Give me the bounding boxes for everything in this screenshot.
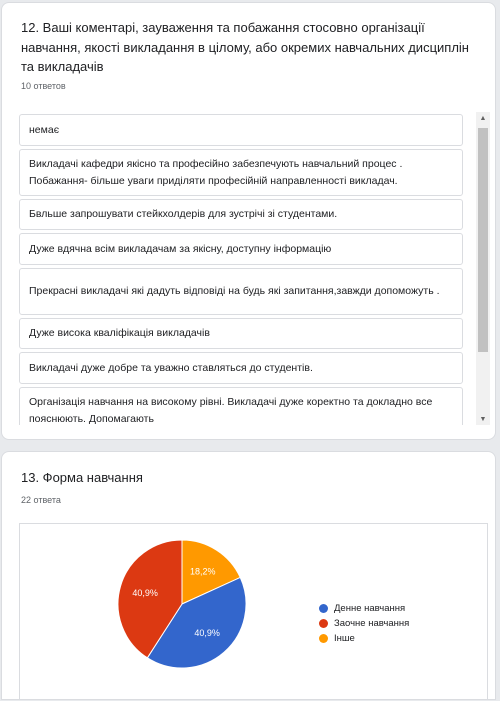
scroll-up-arrow-icon[interactable]: ▲ bbox=[479, 114, 487, 122]
legend-item bbox=[319, 616, 409, 631]
response-item bbox=[19, 387, 463, 425]
response-text: Організація навчання на високому рівні. Викладачі дуже коректно та докладно все пояснюють. Допомагають bbox=[29, 396, 433, 425]
response-text: Бвльше запрошувати стейкхолдерів для зустрічі зі студентами. bbox=[29, 208, 338, 220]
response-item bbox=[19, 114, 463, 146]
response-count: 22 ответа bbox=[21, 495, 61, 505]
pie-chart bbox=[20, 524, 487, 701]
legend-dot-icon bbox=[319, 604, 328, 613]
question-title: 13. Форма навчання bbox=[21, 470, 143, 485]
pie-chart-container bbox=[19, 523, 488, 700]
pie-slice-label: 40,9% bbox=[194, 628, 220, 639]
response-item bbox=[19, 352, 463, 384]
chart-legend bbox=[319, 601, 409, 646]
scroll-down-arrow-icon[interactable]: ▼ bbox=[479, 415, 487, 423]
response-text: Прекрасні викладачі які дадуть відповіді на будь які запитання,завжди допоможуть . bbox=[29, 285, 440, 297]
response-item bbox=[19, 268, 463, 315]
response-item bbox=[19, 199, 463, 230]
legend-item bbox=[319, 601, 409, 616]
response-count: 10 ответов bbox=[21, 81, 66, 91]
vertical-scrollbar[interactable] bbox=[476, 112, 490, 425]
response-text: Дуже висока кваліфікація викладачів bbox=[29, 327, 210, 339]
legend-dot-icon bbox=[319, 619, 328, 628]
legend-label: Денне навчання bbox=[334, 603, 406, 614]
response-item bbox=[19, 233, 463, 265]
scrollbar-thumb[interactable] bbox=[478, 128, 488, 352]
question-12-card bbox=[1, 2, 496, 440]
pie-slice-label: 40,9% bbox=[132, 588, 158, 599]
legend-label: Інше bbox=[334, 633, 355, 644]
response-item bbox=[19, 149, 463, 196]
question-title: 12. Ваші коментарі, зауваження та побажання стосовно організації навчання, якості викладання в цілому, або окремих навчальних дисциплін та викладачів bbox=[21, 20, 469, 74]
responses-scroll-area[interactable] bbox=[19, 112, 490, 425]
response-item bbox=[19, 318, 463, 349]
legend-item bbox=[319, 631, 409, 646]
legend-dot-icon bbox=[319, 634, 328, 643]
legend-label: Заочне навчання bbox=[334, 618, 410, 629]
response-text: Викладачі кафедри якісно та професійно забезпечують навчальний процес . Побажання- більше уваги приділяти професійній направленності викладач. bbox=[29, 157, 403, 187]
pie-slice-label: 18,2% bbox=[190, 566, 216, 577]
response-text: Дуже вдячна всім викладачам за якісну, доступну інформацію bbox=[29, 242, 332, 255]
response-text: немає bbox=[29, 123, 60, 136]
response-text: Викладачі дуже добре та уважно ставляться до студентів. bbox=[29, 361, 313, 374]
question-13-card bbox=[1, 451, 496, 700]
